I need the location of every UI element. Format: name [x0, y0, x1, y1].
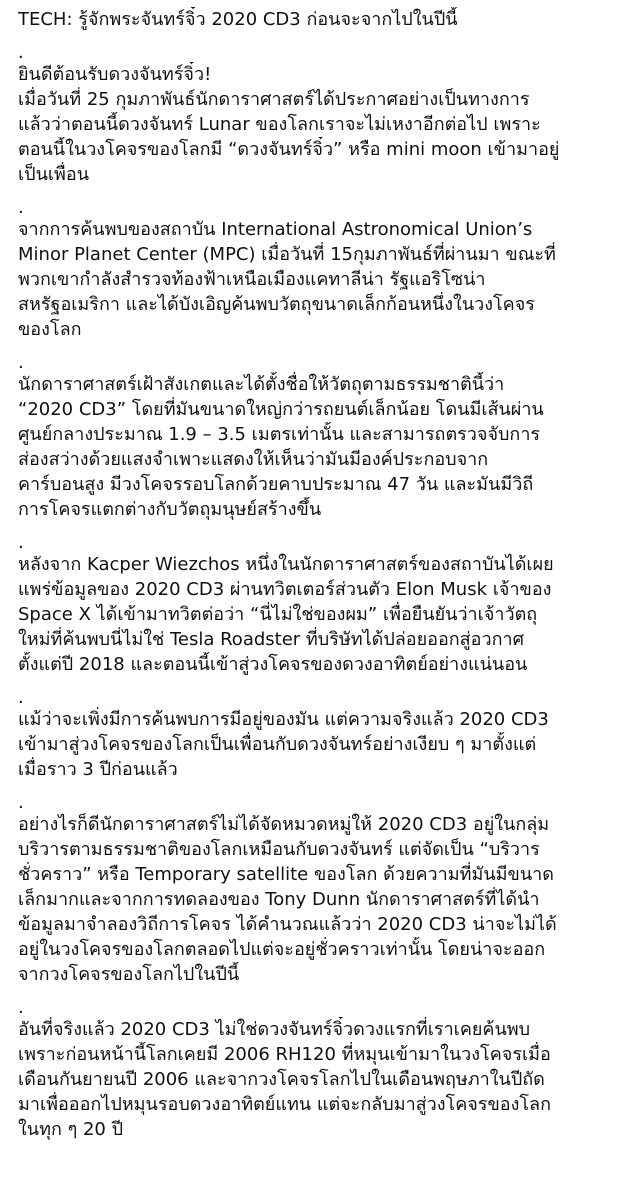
- paragraph-line: พวกเขากำลังสำรวจท้องฟ้าเหนือเมืองแคทาลีน่า รัฐแอริโซน่า: [18, 269, 486, 290]
- paragraph-line: เดือนกันยายนปี 2006 และจากวงโคจรโลกไปในเดือนพฤษภาในปีถัด: [18, 1069, 545, 1090]
- paragraph-line: หลังจาก Kacper Wiezchos หนึ่งในนักดาราศาสตร์ของสถาบันได้เผย: [18, 554, 554, 575]
- paragraph-line: เพราะก่อนหน้านี้โลกเคยมี 2006 RH120 ที่หมุนเข้ามาในวงโคจรเมื่อ: [18, 1044, 551, 1065]
- paragraph-line: ชั่วคราว” หรือ Temporary satellite ของโลก ด้วยความที่มันมีขนาด: [18, 864, 554, 885]
- paragraph-line: แล้วว่าตอนนี้ดวงจันทร์ Lunar ของโลกเราจะไม่เหงาอีกต่อไป เพราะ: [18, 114, 541, 135]
- paragraph-separator: .: [18, 792, 24, 813]
- paragraph-line: การโคจรแตกต่างกับวัตถุมนุษย์สร้างขึ้น: [18, 499, 322, 520]
- paragraph-line: ตั้งแต่ปี 2018 และตอนนี้เข้าสู่วงโคจรของดวงอาทิตย์อย่างแน่นอน: [18, 654, 528, 675]
- paragraph-line: มาเพื่อออกไปหมุนรอบดวงอาทิตย์แทน แต่จะกลับมาสู่วงโคจรของโลก: [18, 1094, 551, 1115]
- paragraph-line: จากการค้นพบของสถาบัน International Astronomical Union’s: [18, 219, 533, 240]
- paragraph-line: จากวงโคจรของโลกไปในปีนี้: [18, 964, 240, 985]
- paragraph-line: เมื่อราว 3 ปีก่อนแล้ว: [18, 759, 178, 780]
- paragraph-line: ใหม่ที่ค้นพบนี่ไม่ใช่ Tesla Roadster ที่บริษัทได้ปล่อยออกสู่อวกาศ: [18, 629, 525, 650]
- paragraph-line: ของโลก: [18, 319, 82, 340]
- paragraph-line: ในทุก ๆ 20 ปี: [18, 1119, 124, 1140]
- paragraph-line: Space X ได้เข้ามาทวิตต่อว่า “นี่ไม่ใช่ของผม” เพื่อยืนยันว่าเจ้าวัตถุ: [18, 604, 538, 625]
- paragraph: [18, 372, 607, 522]
- paragraph: [18, 707, 607, 782]
- paragraph-separator: .: [18, 997, 24, 1018]
- paragraph-line: คาร์บอนสูง มีวงโคจรรอบโลกด้วยคาบประมาณ 47 วัน และมันมีวิถี: [18, 474, 534, 495]
- paragraph-separator: .: [18, 352, 24, 373]
- paragraph-line: อย่างไรก็ดีนักดาราศาสตร์ไม่ได้จัดหมวดหมู่ให้ 2020 CD3 อยู่ในกลุ่ม: [18, 814, 550, 835]
- paragraph-line: อยู่ในวงโคจรของโลกตลอดไปแต่จะอยู่ชั่วคราวเท่านั้น โดยน่าจะออก: [18, 939, 546, 960]
- post-title: TECH: รู้จักพระจันทร์จิ๋ว 2020 CD3 ก่อนจะจากไปในปีนี้: [18, 9, 458, 30]
- paragraph: [18, 1017, 607, 1142]
- paragraph-line: ข้อมูลมาจำลองวิถีการโคจร ได้คำนวณแล้วว่า 2020 CD3 น่าจะไม่ได้: [18, 914, 557, 935]
- paragraph-line: นักดาราศาสตร์เฝ้าสังเกตและได้ตั้งชื่อให้วัตถุตามธรรมชาตินี้ว่า: [18, 374, 505, 395]
- paragraph-separator: .: [18, 197, 24, 218]
- post-content: [18, 42, 607, 1142]
- paragraph-line: ยินดีต้อนรับดวงจันทร์จิ๋ว!: [18, 64, 212, 85]
- paragraph-line: เข้ามาสู่วงโคจรของโลกเป็นเพื่อนกับดวงจันทร์อย่างเงียบ ๆ มาตั้งแต่: [18, 734, 537, 755]
- paragraph-line: เล็กมากและจากการทดลองของ Tony Dunn นักดาราศาสตร์ที่ได้นำ: [18, 889, 540, 910]
- paragraph-line: แพร่ข้อมูลของ 2020 CD3 ผ่านทวิตเตอร์ส่วนตัว Elon Musk เจ้าของ: [18, 579, 552, 600]
- paragraph: [18, 812, 607, 987]
- paragraph-line: “2020 CD3” โดยที่มันขนาดใหญ่กว่ารถยนต์เล็กน้อย โดนมีเส้นผ่าน: [18, 399, 544, 420]
- paragraph-line: Minor Planet Center (MPC) เมื่อวันที่ 15กุมภาพันธ์ที่ผ่านมา ขณะที่: [18, 244, 556, 265]
- paragraph: [18, 552, 607, 677]
- paragraph-separator: .: [18, 532, 24, 553]
- paragraph-line: แม้ว่าจะเพิ่งมีการค้นพบการมีอยู่ของมัน แต่ความจริงแล้ว 2020 CD3: [18, 709, 549, 730]
- paragraph-line: อันที่จริงแล้ว 2020 CD3 ไม่ใช่ดวงจันทร์จิ๋วดวงแรกที่เราเคยค้นพบ: [18, 1019, 531, 1040]
- paragraph-line: ศูนย์กลางประมาณ 1.9 – 3.5 เมตรเท่านั้น และสามารถตรวจจับการ: [18, 424, 541, 445]
- paragraph-line: ตอนนี้ในวงโคจรของโลกมี “ดวงจันทร์จิ๋ว” หรือ mini moon เข้ามาอยู่: [18, 139, 560, 160]
- paragraph-line: เมื่อวันที่ 25 กุมภาพันธ์นักดาราศาสตร์ได้ประกาศอย่างเป็นทางการ: [18, 89, 530, 110]
- paragraph-separator: .: [18, 687, 24, 708]
- paragraph-line: เป็นเพื่อน: [18, 164, 90, 185]
- paragraph-separator: .: [18, 42, 24, 63]
- paragraph: [18, 217, 607, 342]
- paragraph-line: บริวารตามธรรมชาติของโลกเหมือนกับดวงจันทร์ แต่จัดเป็น “บริวาร: [18, 839, 540, 860]
- paragraph-line: สหรัฐอเมริกา และได้บังเอิญค้นพบวัตถุขนาดเล็กก้อนหนึ่งในวงโคจร: [18, 294, 535, 315]
- paragraph-line: ส่องสว่างด้วยแสงจำเพาะแสดงให้เห็นว่ามันมีองค์ประกอบจาก: [18, 449, 489, 470]
- paragraph: [18, 62, 607, 187]
